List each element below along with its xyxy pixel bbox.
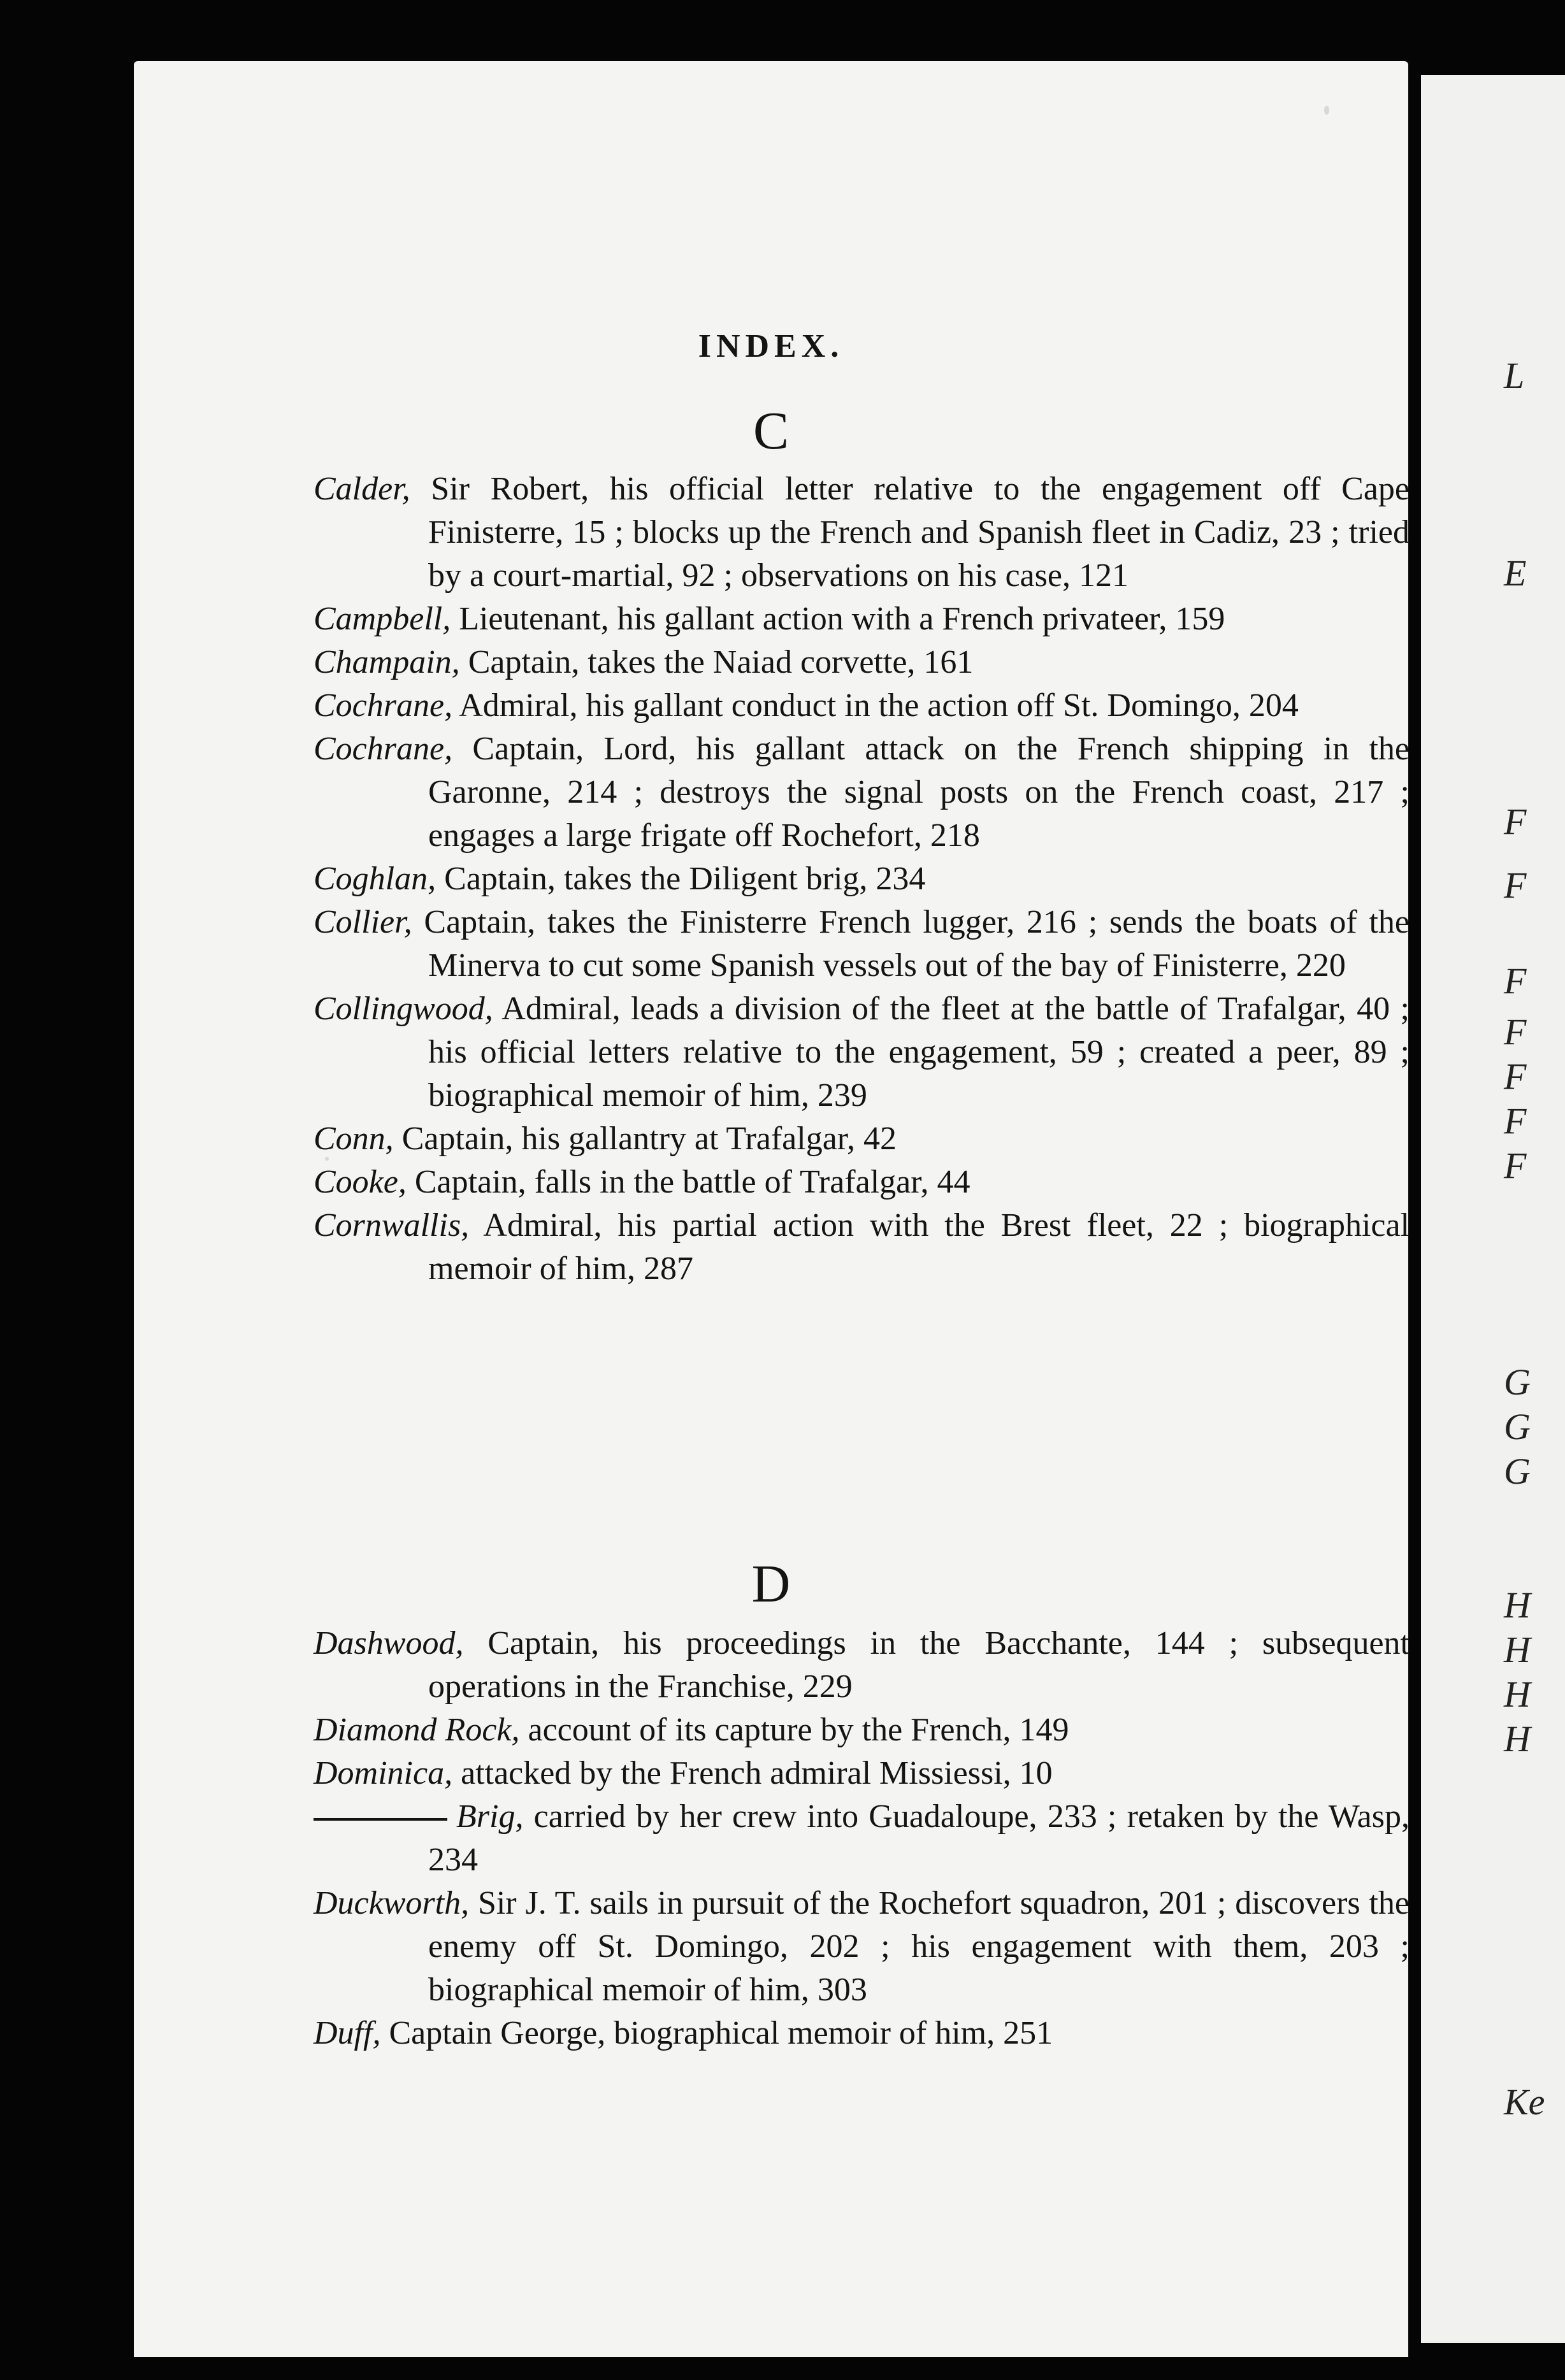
facing-fragment: G xyxy=(1504,1451,1531,1492)
entry-text: account of its capture by the French, 149 xyxy=(519,1712,1069,1748)
entry-text: Admiral, his gallant conduct in the action off St. Domingo, 204 xyxy=(452,687,1299,724)
facing-fragment: F xyxy=(1504,960,1527,1001)
entry-text: Captain, his gallantry at Trafalgar, 42 xyxy=(393,1121,897,1157)
entry-text: Captain, falls in the battle of Trafalgar, 44 xyxy=(406,1164,970,1200)
index-entry xyxy=(314,1161,1410,1204)
entry-name: Conn, xyxy=(314,1121,394,1157)
index-entry xyxy=(314,641,1410,684)
index-entry xyxy=(314,987,1410,1117)
section-letter-c: C xyxy=(753,401,790,461)
entry-name: Champain, xyxy=(314,644,460,680)
facing-fragment: H xyxy=(1504,1584,1531,1626)
index-entry xyxy=(314,468,1410,598)
index-section-c xyxy=(314,468,1410,1291)
facing-fragment: F xyxy=(1504,864,1527,906)
entry-text: Captain George, biographical memoir of him, 251 xyxy=(380,2015,1053,2051)
facing-fragment: H xyxy=(1504,1674,1531,1715)
index-entry xyxy=(314,1752,1410,1795)
index-entry xyxy=(314,857,1410,901)
entry-name: Cochrane, xyxy=(314,687,453,724)
facing-fragment: F xyxy=(1504,1011,1527,1052)
facing-fragment: E xyxy=(1504,552,1527,594)
index-entry xyxy=(314,1622,1410,1709)
index-entry xyxy=(314,1709,1410,1752)
entry-text: Captain, takes the Finisterre French lugger, 216 ; sends the boats of the Minerva to cut some Spanish vessels out of the bay of Finisterre, 220 xyxy=(412,904,1410,984)
index-entry xyxy=(314,684,1410,728)
index-entry xyxy=(314,1117,1410,1161)
facing-fragment: F xyxy=(1504,801,1527,842)
facing-fragment: F xyxy=(1504,1145,1527,1186)
index-entry xyxy=(314,1882,1410,2012)
entry-text: Admiral, leads a division of the fleet at the battle of Trafalgar, 40 ; his official letters relative to the engagement, 59 ; created a peer, 89 ; biographical memoir of him, 239 xyxy=(428,991,1410,1114)
index-entry xyxy=(314,598,1410,641)
index-entry xyxy=(314,901,1410,987)
entry-text: Captain, Lord, his gallant attack on the French shipping in the Garonne, 214 ; destroys the signal posts on the French coast, 217 ; engages a large frigate off Rochefort, 218 xyxy=(428,731,1410,854)
entry-name: Duff, xyxy=(314,2015,381,2051)
entry-text: Lieutenant, his gallant action with a French privateer, 159 xyxy=(451,601,1225,637)
entry-name: Cochrane, xyxy=(314,731,453,767)
entry-text: Sir Robert, his official letter relative to the engagement off Cape Finisterre, 15 ; blocks up the French and Spanish fleet in Cadiz, 23 ; tried by a court-martial, 92 ; observations on his case, 121 xyxy=(410,471,1410,594)
index-entry xyxy=(314,728,1410,857)
facing-fragment: Ke xyxy=(1504,2081,1545,2123)
entry-name: Dashwood, xyxy=(314,1625,464,1661)
entry-name: Calder, xyxy=(314,471,410,507)
entry-text: Sir J. T. sails in pursuit of the Rochefort squadron, 201 ; discovers the enemy off St. Domingo, 202 ; his engagement with them, 203 ; biographical memoir of him, 303 xyxy=(428,1885,1410,2008)
facing-fragment: F xyxy=(1504,1056,1527,1097)
facing-fragment: G xyxy=(1504,1406,1531,1447)
facing-fragment: G xyxy=(1504,1361,1531,1403)
facing-fragment: L xyxy=(1504,355,1525,396)
book-page xyxy=(134,61,1408,2357)
facing-page-edge xyxy=(1421,75,1565,2343)
index-entry xyxy=(314,1795,1410,1882)
entry-name: Campbell, xyxy=(314,601,451,637)
facing-fragment: H xyxy=(1504,1718,1531,1760)
entry-subname: Brig, xyxy=(456,1798,524,1835)
repeat-dash xyxy=(314,1818,447,1821)
paper-speck xyxy=(1324,106,1329,115)
entry-text: carried by her crew into Guadaloupe, 233 ; retaken by the Wasp, 234 xyxy=(428,1798,1410,1878)
entry-name: Collingwood, xyxy=(314,991,493,1027)
entry-text: Captain, takes the Diligent brig, 234 xyxy=(436,861,926,897)
entry-name: Cornwallis, xyxy=(314,1207,470,1244)
entry-name: Duckworth, xyxy=(314,1885,470,1921)
entry-text: attacked by the French admiral Missiessi, 10 xyxy=(452,1755,1053,1791)
entry-name: Diamond Rock, xyxy=(314,1712,520,1748)
entry-text: Captain, takes the Naiad corvette, 161 xyxy=(459,644,974,680)
entry-name: Cooke, xyxy=(314,1164,407,1200)
index-section-d xyxy=(314,1622,1410,2055)
section-letter-d: D xyxy=(751,1554,791,1614)
index-entry xyxy=(314,2012,1410,2055)
entry-name: Dominica, xyxy=(314,1755,453,1791)
entry-text: Admiral, his partial action with the Brest fleet, 22 ; biographical memoir of him, 287 xyxy=(428,1207,1410,1287)
index-entry xyxy=(314,1204,1410,1291)
entry-name: Collier, xyxy=(314,904,412,940)
entry-name: Coghlan, xyxy=(314,861,436,897)
entry-text: Captain, his proceedings in the Bacchante, 144 ; subsequent operations in the Franchise, 229 xyxy=(428,1625,1410,1705)
page-header: INDEX. xyxy=(698,328,844,364)
facing-fragment: H xyxy=(1504,1629,1531,1670)
facing-fragment: F xyxy=(1504,1100,1527,1142)
